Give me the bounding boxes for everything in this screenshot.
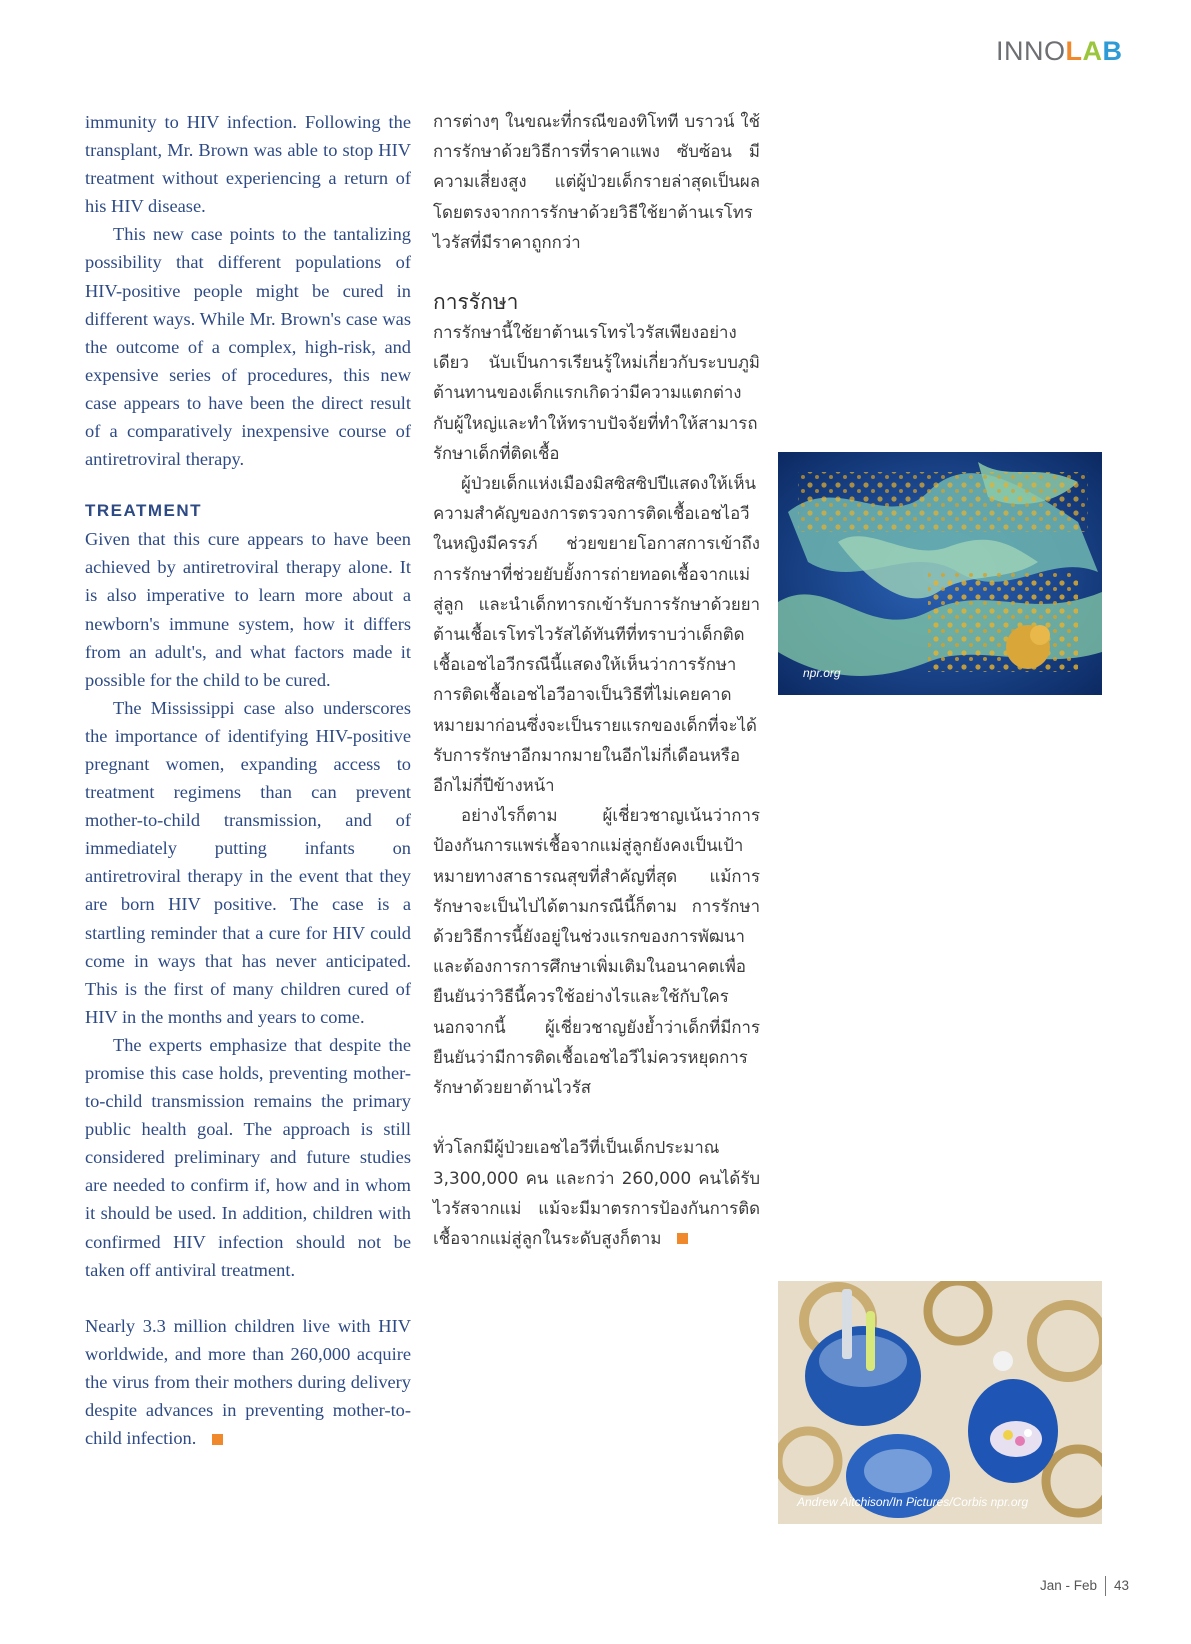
logo-letter-l: L: [1065, 36, 1083, 66]
medicine-cups-image: [778, 1281, 1102, 1524]
english-heading-treatment: TREATMENT: [85, 501, 203, 521]
thai-heading-treatment: การรักษา: [433, 290, 519, 315]
virus-micrograph-image: [778, 452, 1102, 695]
english-paragraph-6: [85, 1312, 411, 1452]
logo-lab-letters: [1066, 36, 1123, 66]
page-footer: [1040, 1576, 1129, 1596]
virus-illustration: [778, 452, 1102, 695]
english-paragraph-4: The Mississippi case also underscores the importance of identifying HIV-positive pregnant women, expanding access to treatment regimens than can prevent mother-to-child transmission, and of immediately putting infants on antiretroviral therapy in the event that they are born HIV positive. The case is a startling reminder that a cure for HIV could come in ways that has never anticipated. This is the first of many children cured of HIV in the months and years to come.: [85, 697, 411, 1027]
english-paragraph-2: This new case points to the tantalizing possibility that different populations of HIV-positive people might be cured in different ways. While Mr. Brown's case was the outcome of a complex, high-risk, and expensive series of procedures, this new case appears to have been the direct result of a comparatively inexpensive course of antiretroviral therapy.: [85, 224, 411, 470]
virus-image-credit: npr.org: [803, 666, 841, 680]
thai-paragraph-2: การรักษานี้ใช้ยาต้านเรโทรไวรัสเพียงอย่างเดียว นับเป็นการเรียนรู้ใหม่เกี่ยวกับระบบภูมิต้านทานของเด็กแรกเกิดว่ามีความแตกต่างกับผู้ใหญ่และทำให้ทราบปัจจัยที่ทำให้สามารถรักษาเด็กที่ติดเชื้อ: [433, 322, 760, 463]
footer-divider: [1105, 1576, 1106, 1596]
thai-paragraph-5-text: ทั่วโลกมีผู้ป่วยเอชไอวีที่เป็นเด็กประมาณ 3,300,000 คน และกว่า 260,000 คนได้รับไวรัสจากแม่ แม้จะมีมาตรการป้องกันการติดเชื้อจากแม่สู่ลูกในระดับสูงก็ตาม: [433, 1137, 760, 1248]
medicine-illustration: [778, 1281, 1102, 1524]
page-number: 43: [1114, 1578, 1130, 1593]
english-column: [85, 108, 411, 1452]
end-mark-icon: [677, 1233, 688, 1244]
english-paragraph-1: immunity to HIV infection. Following the transplant, Mr. Brown was able to stop HIV treatment without experiencing a return of his HIV disease.: [85, 112, 411, 217]
thai-paragraph-4: อย่างไรก็ตาม ผู้เชี่ยวชาญเน้นว่าการป้องกันการแพร่เชื้อจากแม่สู่ลูกยังคงเป็นเป้าหมายทางสาธารณสุขที่สำคัญที่สุด แม้การรักษาจะเป็นไปได้ตามกรณีนี้ก็ตาม การรักษาด้วยวิธีการนี้ยังอยู่ในช่วงแรกของการพัฒนาและต้องการการศึกษาเพิ่มเติมในอนาคตเพื่อยืนยันว่าวิธีนี้ควรใช้อย่างไรและใช้กับใคร นอกจากนี้ ผู้เชี่ยวชาญยังย้ำว่าเด็กที่มีการยืนยันว่ามีการติดเชื้อเอชไอวีไม่ควรหยุดการรักษาด้วยยาต้านไวรัส: [433, 805, 760, 1098]
end-mark-icon: [212, 1434, 223, 1445]
english-paragraph-3: Given that this cure appears to have been achieved by antiretroviral therapy alone. It is also imperative to learn more about a newborn's immune system, how it differs from an adult's, and what factors made it possible for the child to be cured.: [85, 529, 411, 690]
logo-text-inno: INNO: [996, 36, 1066, 66]
thai-paragraph-5: [433, 1132, 760, 1253]
logo-letter-b: B: [1102, 36, 1123, 66]
logo-text-lab: [1066, 36, 1123, 66]
english-paragraph-5: The experts emphasize that despite the promise this case holds, preventing mother-to-child transmission remains the primary public health goal. The approach is still considered preliminary and future studies are needed to confirm if, how and in whom it should be used. In addition, children with confirmed HIV infection should not be taken off antiviral treatment.: [85, 1034, 411, 1280]
thai-column: [433, 106, 760, 1253]
english-paragraph-6-text: Nearly 3.3 million children live with HIV worldwide, and more than 260,000 acquire the virus from their mothers during delivery despite advances in preventing mother-to-child infection.: [85, 1315, 411, 1449]
thai-paragraph-1: การต่างๆ ในขณะที่กรณีของทิโทที บราวน์ ใช้การรักษาด้วยวิธีการที่ราคาแพง ซับซ้อน มีความเสี่ยงสูง แต่ผู้ป่วยเด็กรายล่าสุดเป็นผลโดยตรงจากการรักษาด้วยวิธีใช้ยาต้านเรโทรไวรัสที่มีราคาถูกกว่า: [433, 111, 760, 252]
thai-paragraph-3: ผู้ป่วยเด็กแห่งเมืองมิสซิสซิปปีแสดงให้เห็นความสำคัญของการตรวจการติดเชื้อเอชไอวีในหญิงมีครรภ์ ช่วยขยายโอกาสการเข้าถึงการรักษาที่ช่วยยับยั้งการถ่ายทอดเชื้อจากแม่สู่ลูก และนำเด็กทารกเข้ารับการรักษาด้วยยาต้านเชื้อเรโทรไวรัสได้ทันทีที่ทราบว่าเด็กติดเชื้อเอชไอวีกรณีนี้แสดงให้เห็นว่าการรักษาการติดเชื้อเอชไอวีอาจเป็นวิธีที่ไม่เคยคาดหมายมาก่อนซึ่งจะเป็นรายแรกของเด็กที่จะได้รับการรักษาอีกมากมายในอีกไม่กี่เดือนหรืออีกไม่กี่ปีข้างหน้า: [433, 473, 760, 796]
logo-letter-a: A: [1082, 36, 1103, 66]
innolab-logo: [996, 34, 1123, 68]
issue-label: Jan - Feb: [1040, 1578, 1098, 1593]
medicine-image-credit: Andrew Aitchison/In Pictures/Corbis npr.org: [797, 1495, 1029, 1509]
